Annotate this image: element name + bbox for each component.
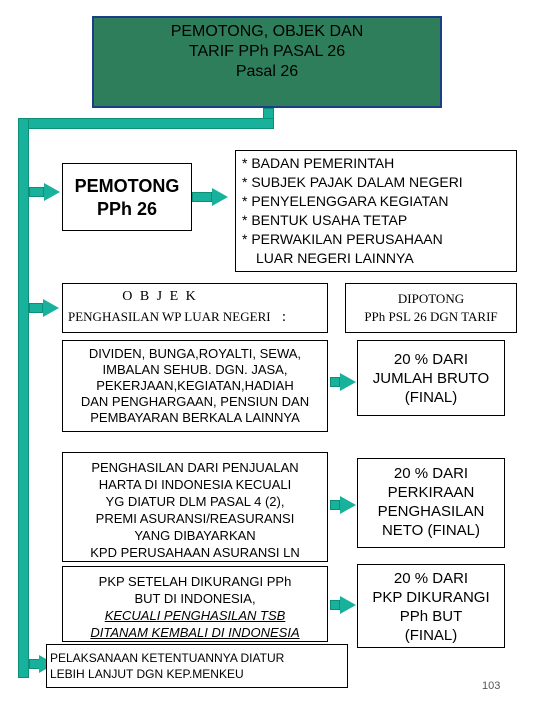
arrow-shaft-pemotong [29, 187, 44, 197]
pemotong-item: * PENYELENGGARA KEGIATAN [242, 193, 449, 209]
connector-top-horizontal [18, 118, 274, 129]
tarif-row-3-line: 20 % DARI [393, 570, 469, 587]
objek-row-2-line: KPD PERUSAHAAN ASURANSI LN [90, 545, 300, 560]
objek-header-box [62, 283, 328, 333]
arrow-head-pemotong-list [212, 188, 228, 206]
tarif-row-3-box [357, 564, 505, 648]
pemotong-item: * SUBJEK PAJAK DALAM NEGERI [242, 174, 463, 190]
objek-row-2-line: YANG DIBAYARKAN [134, 528, 256, 543]
connector-left-spine [18, 118, 29, 678]
footer-note-line-1: PELAKSANAAN KETENTUANNYA DIATUR [50, 651, 285, 665]
arrow-shaft-row-2 [330, 500, 340, 510]
objek-row-2-box [62, 452, 328, 562]
pemotong-item: * BENTUK USAHA TETAP [242, 212, 408, 228]
tarif-row-3-line: PKP DIKURANGI [372, 589, 490, 606]
footer-note-line-2: LEBIH LANJUT DGN KEP.MENKEU [50, 667, 244, 681]
tarif-row-1-line: JUMLAH BRUTO [372, 370, 490, 387]
tarif-row-1-line: (FINAL) [404, 389, 458, 406]
objek-row-2-line: PREMI ASURANSI/REASURANSI [95, 511, 295, 526]
dipotong-header-line-1: DIPOTONG [397, 291, 465, 306]
objek-row-1-line: DAN PENGHARGAAN, PENSIUN DAN [80, 394, 310, 409]
pemotong-label-line-2: PPh 26 [96, 199, 158, 219]
objek-row-3-line: KECUALI PENGHASILAN TSB [104, 608, 286, 623]
pemotong-item: * PERWAKILAN PERUSAHAAN [242, 231, 443, 247]
tarif-row-3-line: (FINAL) [404, 627, 458, 644]
objek-row-1-line: IMBALAN SEHUB. DGN. JASA, [102, 362, 288, 377]
tarif-row-2-line: NETO (FINAL) [381, 522, 481, 539]
page-number: 103 [482, 680, 501, 692]
objek-row-3-box [62, 566, 328, 642]
pemotong-item: LUAR NEGERI LAINNYA [256, 250, 414, 266]
objek-row-1-box [62, 340, 328, 432]
arrow-head-row-3 [340, 596, 356, 614]
objek-row-2-line: YG DIATUR DLM PASAL 4 (2), [105, 494, 285, 509]
objek-header-colon: : [281, 309, 287, 325]
footer-note-box [46, 644, 348, 688]
tarif-row-2-line: 20 % DARI [393, 465, 469, 482]
objek-row-1-line: PEMBAYARAN BERKALA LAINNYA [90, 410, 300, 425]
arrow-head-row-2 [340, 496, 356, 514]
objek-row-1-line: PEKERJAAN,KEGIATAN,HADIAH [96, 378, 294, 393]
tarif-row-2-line: PENGHASILAN [377, 503, 485, 520]
arrow-shaft-pemotong-list [192, 192, 212, 202]
tarif-row-2-box [357, 458, 505, 548]
arrow-shaft-row-3 [330, 600, 340, 610]
objek-row-3-line: BUT DI INDONESIA, [134, 591, 256, 606]
title-line-2: TARIF PPh PASAL 26 [188, 43, 346, 60]
tarif-row-1-line: 20 % DARI [393, 351, 469, 368]
pemotong-label-box [62, 163, 192, 231]
dipotong-header-box [345, 283, 517, 333]
tarif-row-3-line: PPh BUT [399, 608, 463, 625]
title-line-1: PEMOTONG, OBJEK DAN [170, 23, 364, 40]
objek-row-2-line: HARTA DI INDONESIA KECUALI [98, 477, 292, 492]
objek-row-1-line: DIVIDEN, BUNGA,ROYALTI, SEWA, [88, 346, 302, 361]
pemotong-item: * BADAN PEMERINTAH [242, 155, 395, 171]
tarif-row-1-box [357, 340, 505, 416]
arrow-head-pemotong [44, 183, 60, 201]
arrow-head-row-1 [340, 373, 356, 391]
tarif-row-2-line: PERKIRAAN [387, 484, 475, 501]
objek-header-subtitle: PENGHASILAN WP LUAR NEGERI [68, 309, 271, 324]
title-line-3: Pasal 26 [235, 63, 299, 80]
objek-row-3-line: PKP SETELAH DIKURANGI PPh [98, 574, 292, 589]
pemotong-list-box [235, 150, 517, 272]
objek-row-3-line: DITANAM KEMBALI DI INDONESIA [90, 625, 300, 640]
objek-header-title: O B J E K [122, 289, 198, 304]
arrow-shaft-row-1 [330, 377, 340, 387]
dipotong-header-line-2: PPh PSL 26 DGN TARIF [364, 309, 498, 324]
pemotong-label-line-1: PEMOTONG [74, 176, 180, 196]
title-box [92, 16, 442, 108]
objek-row-2-line: PENGHASILAN DARI PENJUALAN [91, 460, 299, 475]
